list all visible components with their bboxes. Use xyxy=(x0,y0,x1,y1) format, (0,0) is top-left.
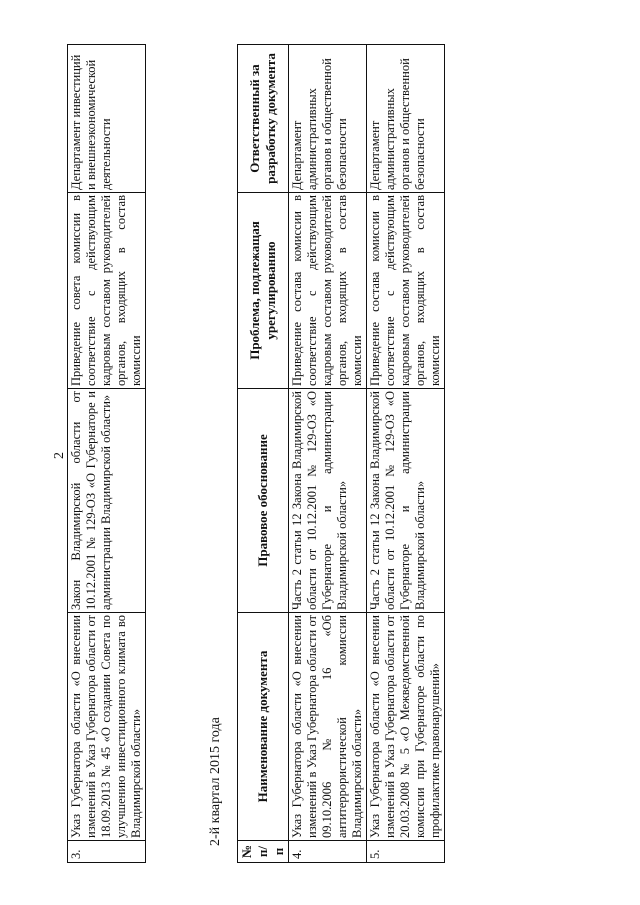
row-number: 3. xyxy=(68,841,146,863)
plan-table xyxy=(237,44,445,863)
section-title: 2-й квартал 2015 года xyxy=(208,717,223,846)
legal-basis-cell: Закон Владимирской области от 10.12.2001 № 129-ОЗ «О Губернаторе и администрации Владимирской области» xyxy=(68,389,146,613)
row-number: 4. xyxy=(289,841,367,863)
header-problem: Проблема, подлежащая урегулированию xyxy=(238,193,289,389)
table-row xyxy=(289,45,367,863)
page-number: 2 xyxy=(52,452,67,459)
responsible-cell: Департамент административных органов и общественной безопасности xyxy=(367,45,445,193)
problem-cell: Приведение совета комиссии в соответствие с действующим кадровым составом руководителей органов, входящих в состав комиссии xyxy=(68,193,146,389)
table-row xyxy=(68,45,146,863)
responsible-cell: Департамент административных органов и общественной безопасности xyxy=(289,45,367,193)
header-basis: Правовое обоснование xyxy=(238,389,289,613)
document-name-cell: Указ Губернатора области «О внесении изменений в Указ Губернатора области от 20.03.2008 № 5 «О Межведомственной комиссии при Губернаторе области по профилактике правонарушений» xyxy=(367,613,445,841)
row-number: 5. xyxy=(367,841,445,863)
header-responsible: Ответственный за разработку документа xyxy=(238,45,289,193)
legal-basis-cell: Часть 2 статьи 12 Закона Владимирской области от 10.12.2001 № 129-ОЗ «О Губернаторе и администрации Владимирской области» xyxy=(367,389,445,613)
responsible-cell: Департамент инвестиций и внешнеэкономической деятельности xyxy=(68,45,146,193)
document-name-cell: Указ Губернатора области «О внесении изменений в Указ Губернатора области от 09.10.2006 № 16 «Об антитеррористической комиссии Владимирской области» xyxy=(289,613,367,841)
table-header-row xyxy=(238,45,289,863)
header-num: № п/п xyxy=(238,841,289,863)
problem-cell: Приведение состава комиссии в соответствие с действующим кадровым составом руководителей органов, входящих в состав комиссии xyxy=(367,193,445,389)
continuation-table xyxy=(67,44,146,863)
header-name: Наименование документа xyxy=(238,613,289,841)
legal-basis-cell: Часть 2 статьи 12 Закона Владимирской области от 10.12.2001 № 129-ОЗ «О Губернаторе и администрации Владимирской области» xyxy=(289,389,367,613)
table-row xyxy=(367,45,445,863)
document-name-cell: Указ Губернатора области «О внесении изменений в Указ Губернатора области от 18.09.2013 № 45 «О создании Совета по улучшению инвестиционного климата во Владимирской области» xyxy=(68,613,146,841)
problem-cell: Приведение состава комиссии в соответствие с действующим кадровым составом руководителей органов, входящих в состав комиссии xyxy=(289,193,367,389)
